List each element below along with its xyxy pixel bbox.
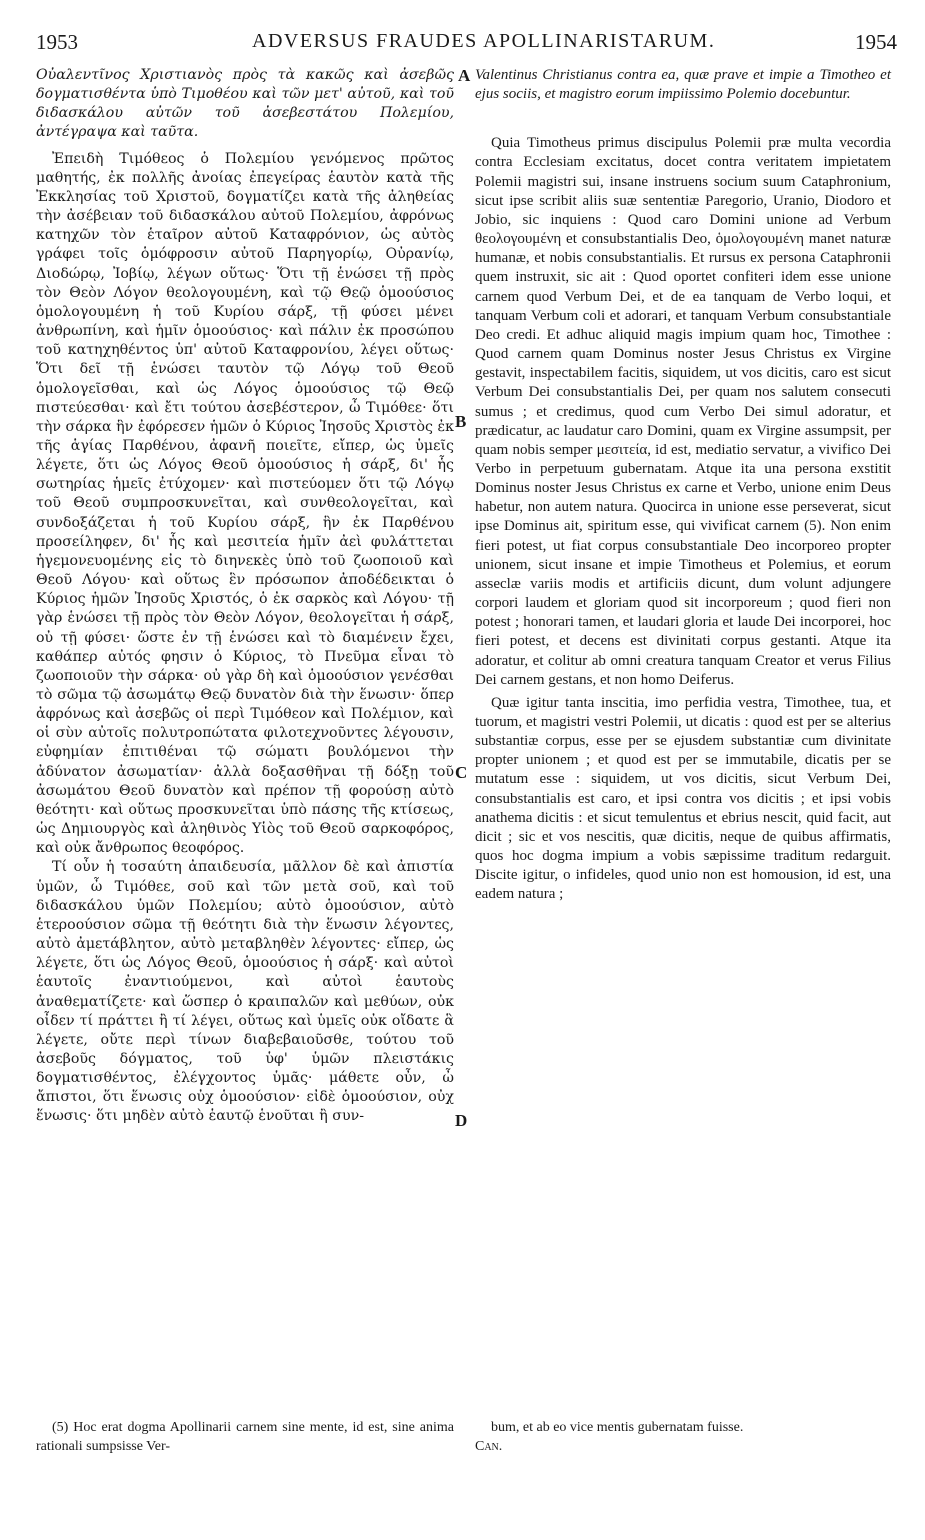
greek-title: Οὐαλεντῖνος Χριστιανὸς πρὸς τὰ κακῶς καὶ ἀσεβῶς δογματισθέντα ὑπὸ Τιμοθέου καὶ τῶν μετ' αὐτοῦ, καὶ τοῦ διδασκάλου αὐτῶν τοῦ ἀσεβεστάτου Πολεμίου, ἀντέγραψα καὶ ταῦτα.	[36, 67, 454, 141]
footnote-left	[36, 1418, 454, 1456]
page-header	[0, 30, 925, 60]
footnote-text-right: bum, et ab eo vice mentis gubernatam fuisse.	[491, 1420, 744, 1435]
greek-column	[36, 66, 454, 1127]
margin-marker-d: D	[455, 1111, 468, 1130]
running-title: ADVERSUS FRAUDES APOLLINARISTARUM.	[252, 30, 716, 52]
margin-marker-a: A	[458, 66, 471, 85]
latin-title: Valentinus Christianus contra ea, quæ prave et impie a Timotheo et ejus sociis, et magistro eorum impiissimo Polemio docebuntur.	[475, 67, 891, 103]
footnote-text-left: (5) Hoc erat dogma Apollinarii carnem sine mente, id est, sine anima rationali sumpsisse Ver-	[36, 1420, 454, 1454]
latin-paragraph-2: Quæ igitur tanta inscitia, imo perfidia vestra, Timothee, tua, et tuorum, et magistri vestri Polemii, ut dicatis : quod est per se alterius substantiæ corpus, esse per se ejusdem substantiæ cum divinitate propter unionem ; et quod est per se immutabile, dicatis per se mutatum esse : siquidem, ut vos dicitis, sicut Verbum Dei, consubstantialis est caro, et ipsi contra vos dicitis ; et ipsi vobis anathema dicitis : et sicut temulentus et ebrius nescit, quid facit, aut dicit ; sic et vos nescitis, quæ dicitis, neque de quibus affirmatis, quos hoc dogma impium a vobis sæpissime traditum redarguit. Discite igitur, o infideles, quod unio non est homousion, id est, una eadem natura ;	[475, 694, 891, 903]
margin-marker-b: B	[455, 412, 467, 431]
greek-paragraph-2: Τί οὖν ἡ τοσαύτη ἀπαιδευσία, μᾶλλον δὲ καὶ ἀπιστία ὑμῶν, ὦ Τιμόθεε, σοῦ καὶ τῶν μετὰ σοῦ, καὶ τοῦ διδασκάλου ὑμῶν Πολεμίου; αὐτὸ ὁμοούσιον, αὐτὸ ἑτεροούσιον σῶμα τῇ θεότητι διὰ τὴν ἕνωσιν λέγοντες, αὐτὸ ἀμετάβλητον, αὐτὸ μεταβληθὲν λέγοντες· εἴπερ, ὡς λέγετε, ὅτι ὡς Λόγος Θεοῦ, ὁμοούσιος ἡ σάρξ· καὶ αὐτοὶ ἑαυτοῖς ἐναντιούμενοι, καὶ αὐτοὶ ἑαυτοὺς ἀναθεματίζετε· καὶ ὥσπερ ὁ κραιπαλῶν καὶ μεθύων, οὐκ οἶδεν τί πράττει ἢ τί λέγει, οὕτως καὶ ὑμεῖς οὐκ οἴδατε ἃ λέγετε, οὔτε περὶ τίνων διαβεβαιοῦσθε, τούτου τοῦ ἀσεβοῦς δόγματος, τοῦ ὑφ' ὑμῶν πλειστάκις δογματισθέντος, ἐλέγχοντος ὑμᾶς· μάθετε οὖν, ὦ ἄπιστοι, ὅτι ἕνωσις οὐχ ὁμοούσιον· εἰδὲ ὁμοούσιον, οὐχ ἕνωσις· ὅτι μηδὲν αὐτὸ ἑαυτῷ ἑνοῦται ἢ συν-	[36, 859, 454, 1125]
page-number-left: 1953	[36, 30, 78, 54]
footnote-signature: Can.	[475, 1439, 503, 1454]
greek-paragraph-1: Ἐπειδὴ Τιμόθεος ὁ Πολεμίου γενόμενος πρῶτος μαθητής, ἐκ πολλῆς ἀνοίας ἐπεγείρας ἑαυτὸν κατὰ τῆς Ἐκκλησίας τοῦ Χριστοῦ, δογματίζει κατὰ τῆς ἀληθείας τὴν ἀσέβειαν τοῦ διδασκάλου αὐτοῦ Πολεμίου, ἀφρόνως κατηχῶν τὸν ἑταῖρον αὐτοῦ Καταφρόνιον, ὡς αὐτὸς γράφει τοῖς ὁμόφροσιν αὐτοῦ Παρηγορίῳ, Οὐρανίῳ, Διοδώρῳ, Ἰοβίῳ, λέγων οὕτως· Ὅτι τῇ ἑνώσει τῇ πρὸς τὸν Θεὸν Λόγον θεολογουμένη, καὶ τῷ Θεῷ ὁμοούσιος ὁμολογουμένη ἡ τοῦ Κυρίου σάρξ, τῇ φύσει μένει ἀνθρωπίνη, καὶ ἡμῖν ὁμοούσιος· καὶ πάλιν ἐκ προσώπου τοῦ κατηχηθέντος ὑπ' αὐτοῦ Καταφρονίου, λέγει οὕτως· Ὅτι δεῖ τῇ ἑνώσει ταυτὸν τῷ Λόγῳ τοῦ Θεοῦ ὁμολογεῖσθαι, καὶ ὡς Λόγος ὁμοούσιος τῷ Θεῷ πιστεύεσθαι· καὶ ἔτι τούτου ἀσεβέστερον, ὦ Τιμόθεε· ὅτι τὴν σάρκα ἣν ἐφόρεσεν ἡμῶν ὁ Κύριος Ἰησοῦς Χριστὸς ἐκ τῆς ἁγίας Παρθένου, ἀφανῆ ποιεῖτε, εἴπερ, ὡς ὑμεῖς λέγετε, ὅτι ὡς Λόγος Θεοῦ ὁμοούσιος ἡ σάρξ, δι' ἧς σωτηρίας ἡμεῖς ἐτύχομεν· καὶ πιστεύομεν ὅτι τῷ Λόγῳ τοῦ Θεοῦ συμπροσκυνεῖται, καὶ συνθεολογεῖται, καὶ συνδοξάζεται ἡ τοῦ Κυρίου σάρξ, ἣν ἐκ Παρθένου προσείληφεν, δι' ἧς καὶ μεσιτεία ἡμῖν ἀεὶ φυλάττεται ἡγεμονευομένης εἰς τὸ διηνεκὲς ὑπὸ τοῦ ζωοποιοῦ καὶ Θεοῦ Λόγου· καὶ οὕτως ἓν πρόσωπον ἀποδέδεικται ὁ Κύριος ἡμῶν Ἰησοῦς Χριστός, ὁ ἐκ σαρκὸς καὶ Λόγου· τῇ γὰρ ἑνώσει τῇ πρὸς τὸν Θεὸν Λόγον, θεολογεῖται ἡ σάρξ, οὐ τῇ φύσει· ὥστε ἐν τῇ ἑνώσει καὶ τὸ διαμένειν ἔχει, καθάπερ αὐτός φησιν ὁ Κύριος, τὸ Πνεῦμα εἶναι τὸ ζωοποιοῦν τὴν σάρκα· οὐ γὰρ δὴ καὶ ὁμοούσιον γενέσθαι τὸ σῶμα τῷ ἀσωμάτῳ Θεῷ δυνατὸν διὰ τὴν ἕνωσιν· ὅπερ ἀφρόνως καὶ ἀσεβῶς οἱ περὶ Τιμόθεον καὶ Πολέμιον, καὶ οἱ σὺν αὐτοῖς πολυτροπώτατα φιλοτεχνοῦντες λέγουσιν, εὐφημίαν ἐπιτιθέναι τῷ σώματι βουλόμενοι τὴν ἀδύνατον ἀσωματίαν· ἀλλὰ δοξασθῆναι τῇ δόξῃ τοῦ ἀσωμάτου Θεοῦ δυνατὸν καὶ πρέπον τῇ φορούσῃ αὐτὸ θεότητι· καὶ οὕτως προσκυνεῖται ὑπὸ πάσης τῆς κτίσεως, ὡς Δημιουργὸς καὶ ἀληθινὸς Υἱὸς τοῦ Θεοῦ σαρκοφόρος, καὶ οὐκ ἄνθρωπος θεοφόρος.	[36, 150, 454, 857]
latin-column	[475, 66, 891, 905]
page-number-right: 1954	[855, 30, 897, 54]
latin-paragraph-1: Quia Timotheus primus discipulus Polemii præ multa vecordia contra Ecclesiam excitatus, docet contra veritatem impietatem Polemii magistri sui, insane instruens socium suum Cataphronium, sicut ipse scribit aliis suæ sententiæ Paregorio, Uranio, Diodoro et Jobio, sic inquiens : Quod caro Domini unione ad Verbum θεολογουμένη et consubstantialis Deo, ὁμολογουμένη manet naturæ humanæ, et nobis consubstantialis. Et rursus ex persona Cataphronii quem instruxit, sic ait : Quod oportet confiteri idem esse unione carnem quod Verbum Dei, et de ea tanquam de Verbo loqui, et tanquam Verbum coli et adorari, et tanquam Verbum consubstantiale Deo credi. Et adhuc aliquid magis impium quam hoc, Timothee : Quod carnem quam Dominus noster Jesus Christus ex Virgine gestavit, inspectabilem facitis, siquidem, ut vos dicitis, caro est sicut Verbum Dei consubstantialis Dei, per quam nos salutem consecuti sumus ; et credimus, quod cum Verbo Dei simul adoratur, et prædicatur, ac laudatur caro Domini, quam ex Virgine assumpsit, per quam nobis semper μεσιτεία, id est, mediatio servatur, a vivifico Dei Verbo in perpetuum gubernatam. Atque ita una persona exstitit Dominus noster Jesus Christus ex carne et Verbo, unione enim Deus habetur, non autem natura. Quocirca in unione esse perseverat, sicut ipse Dominus ait, spiritum esse, qui vivificat carnem (5). Non enim fieri potest, ut fiat corpus consubstantiale Deo incorporeo propter unionem, sicut insane et impie Timotheus et Polemius, et eorum asseclæ variis modis et artificiis dicunt, dum volunt adjungere corpori laudem et gloriam quod sit incorporeum ; quod fieri non potest ; honorari tamen, et laudari gloria et laude Dei incorporei, hoc fieri potest, et decens est divinitati corpus gestanti. Atque ita adoratur, et colitur ab omni creatura tanquam Creator et verus Filius Dei carnem gestans, et non homo Deiferus.	[475, 135, 891, 688]
margin-marker-c: C	[455, 763, 468, 782]
footnote-right	[475, 1418, 891, 1456]
